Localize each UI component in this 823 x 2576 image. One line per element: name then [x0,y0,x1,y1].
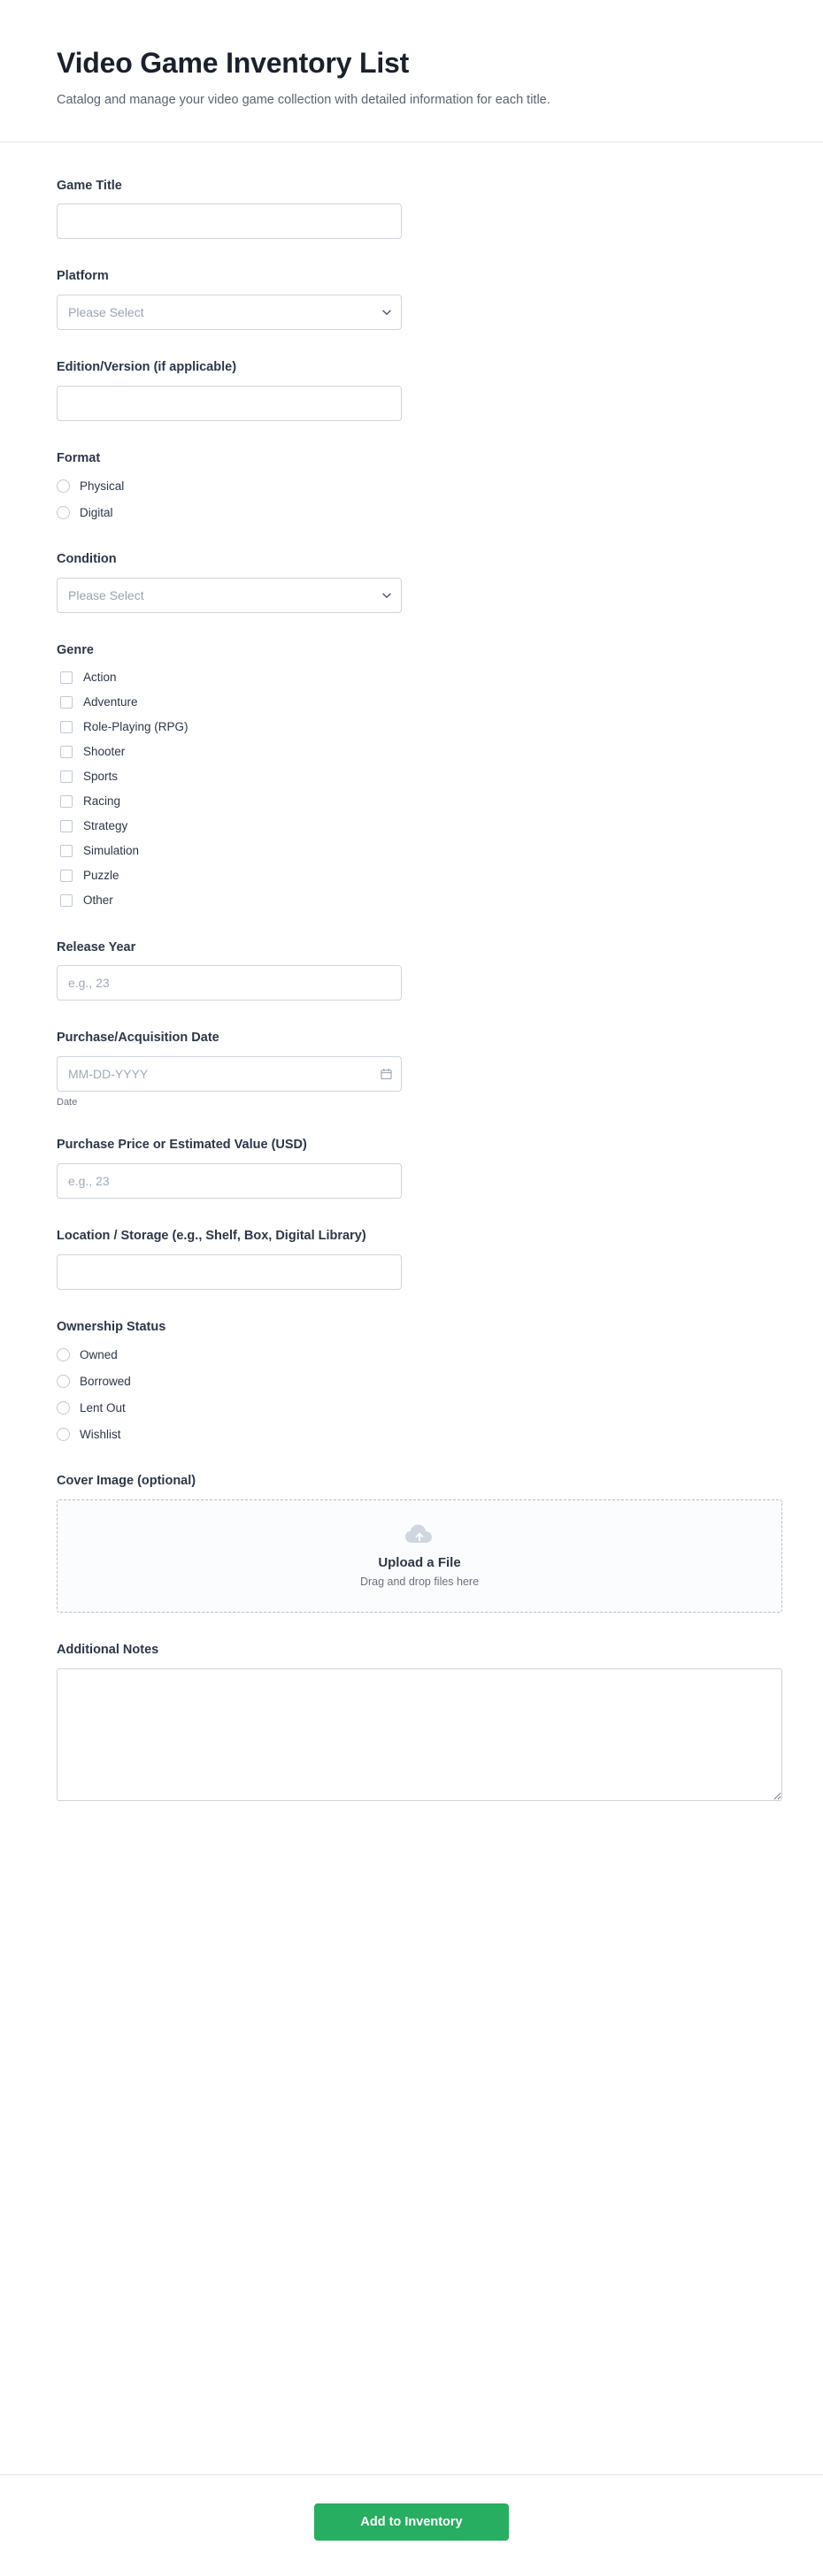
game-title-label: Game Title [57,178,122,193]
field-ownership-status [57,1319,766,1444]
radio-format-digital[interactable] [57,503,766,522]
checkbox-genre-adventure[interactable] [60,694,766,712]
condition-label: Condition [57,551,117,566]
radio-ownership-owned[interactable] [57,1346,766,1364]
radio-ownership-wishlist[interactable] [57,1425,766,1444]
radio-icon [57,506,70,519]
purchase-price-input[interactable] [57,1163,402,1199]
field-edition [57,359,766,421]
radio-icon [57,479,70,493]
ownership-status-options [57,1346,766,1444]
location-label: Location / Storage (e.g., Shelf, Box, Digital Library) [57,1229,366,1244]
edition-label: Edition/Version (if applicable) [57,360,237,375]
location-input[interactable] [57,1254,402,1290]
upload-title: Upload a File [378,1555,461,1571]
checkbox-label: Sports [83,770,119,784]
checkbox-label: Shooter [83,745,126,759]
add-to-inventory-button[interactable]: Add to Inventory [314,2503,509,2541]
checkbox-icon [60,795,73,808]
condition-select-wrap[interactable] [57,578,402,613]
game-title-input[interactable] [57,203,402,239]
field-cover-image [57,1473,766,1613]
field-additional-notes [57,1642,766,1806]
checkbox-icon [60,820,73,832]
file-upload-dropzone[interactable] [57,1499,782,1613]
page-title: Video Game Inventory List [57,47,410,79]
checkbox-label: Strategy [83,819,128,833]
radio-ownership-lent-out[interactable] [57,1399,766,1417]
checkbox-genre-other[interactable] [60,892,766,910]
inventory-form [0,142,823,2474]
radio-label: Lent Out [80,1400,126,1414]
checkbox-icon [60,894,73,907]
field-game-title [57,178,766,240]
field-release-year [57,939,766,1001]
additional-notes-label: Additional Notes [57,1642,159,1657]
edition-input[interactable] [57,386,402,421]
field-purchase-date [57,1030,766,1108]
platform-label: Platform [57,269,109,284]
field-condition [57,551,766,613]
radio-icon [57,1401,70,1414]
radio-ownership-borrowed[interactable] [57,1372,766,1391]
condition-select[interactable] [57,578,402,613]
additional-notes-textarea[interactable] [57,1668,782,1801]
checkbox-label: Racing [83,794,121,809]
radio-label: Physical [80,479,125,493]
checkbox-genre-strategy[interactable] [60,817,766,836]
checkbox-label: Other [83,893,113,908]
radio-icon [57,1348,70,1361]
checkbox-label: Role-Playing (RPG) [83,720,188,734]
radio-label: Borrowed [80,1374,131,1388]
cloud-upload-icon [404,1523,435,1546]
checkbox-icon [60,671,73,684]
cover-image-label: Cover Image (optional) [57,1473,196,1488]
platform-select-wrap[interactable] [57,295,402,330]
ownership-status-label: Ownership Status [57,1320,166,1335]
checkbox-genre-rpg[interactable] [60,718,766,737]
checkbox-icon [60,721,73,733]
purchase-price-label: Purchase Price or Estimated Value (USD) [57,1138,307,1153]
checkbox-label: Action [83,671,117,685]
format-label: Format [57,451,101,466]
genre-label: Genre [57,642,94,657]
purchase-date-label: Purchase/Acquisition Date [57,1031,219,1046]
radio-format-physical[interactable] [57,477,766,495]
checkbox-icon [60,696,73,709]
field-genre [57,642,766,910]
release-year-label: Release Year [57,939,136,954]
checkbox-icon [60,845,73,857]
radio-label: Owned [80,1347,118,1361]
checkbox-genre-sports[interactable] [60,768,766,786]
purchase-date-input[interactable] [57,1056,402,1092]
checkbox-icon [60,770,73,783]
checkbox-genre-racing[interactable] [60,793,766,811]
page-description: Catalog and manage your video game collection with detailed information for each title. [57,93,550,108]
field-location [57,1228,766,1290]
radio-label: Wishlist [80,1427,121,1441]
field-format [57,450,766,522]
checkbox-genre-shooter[interactable] [60,743,766,762]
checkbox-label: Adventure [83,695,138,709]
checkbox-icon [60,870,73,882]
purchase-date-wrap[interactable] [57,1056,402,1092]
page-header [0,0,823,142]
checkbox-genre-action[interactable] [60,669,766,687]
genre-options [60,669,766,910]
checkbox-genre-puzzle[interactable] [60,867,766,886]
checkbox-genre-simulation[interactable] [60,842,766,861]
checkbox-label: Puzzle [83,869,119,883]
radio-icon [57,1375,70,1388]
release-year-input[interactable] [57,965,402,1000]
upload-subtitle: Drag and drop files here [359,1576,480,1589]
purchase-date-hint: Date [57,1097,78,1108]
field-platform [57,268,766,330]
checkbox-icon [60,746,73,758]
radio-icon [57,1428,70,1441]
platform-select[interactable] [57,295,402,330]
checkbox-label: Simulation [83,844,140,858]
form-footer [0,2474,823,2576]
field-purchase-price [57,1137,766,1199]
radio-label: Digital [80,505,113,519]
format-options [57,477,766,522]
